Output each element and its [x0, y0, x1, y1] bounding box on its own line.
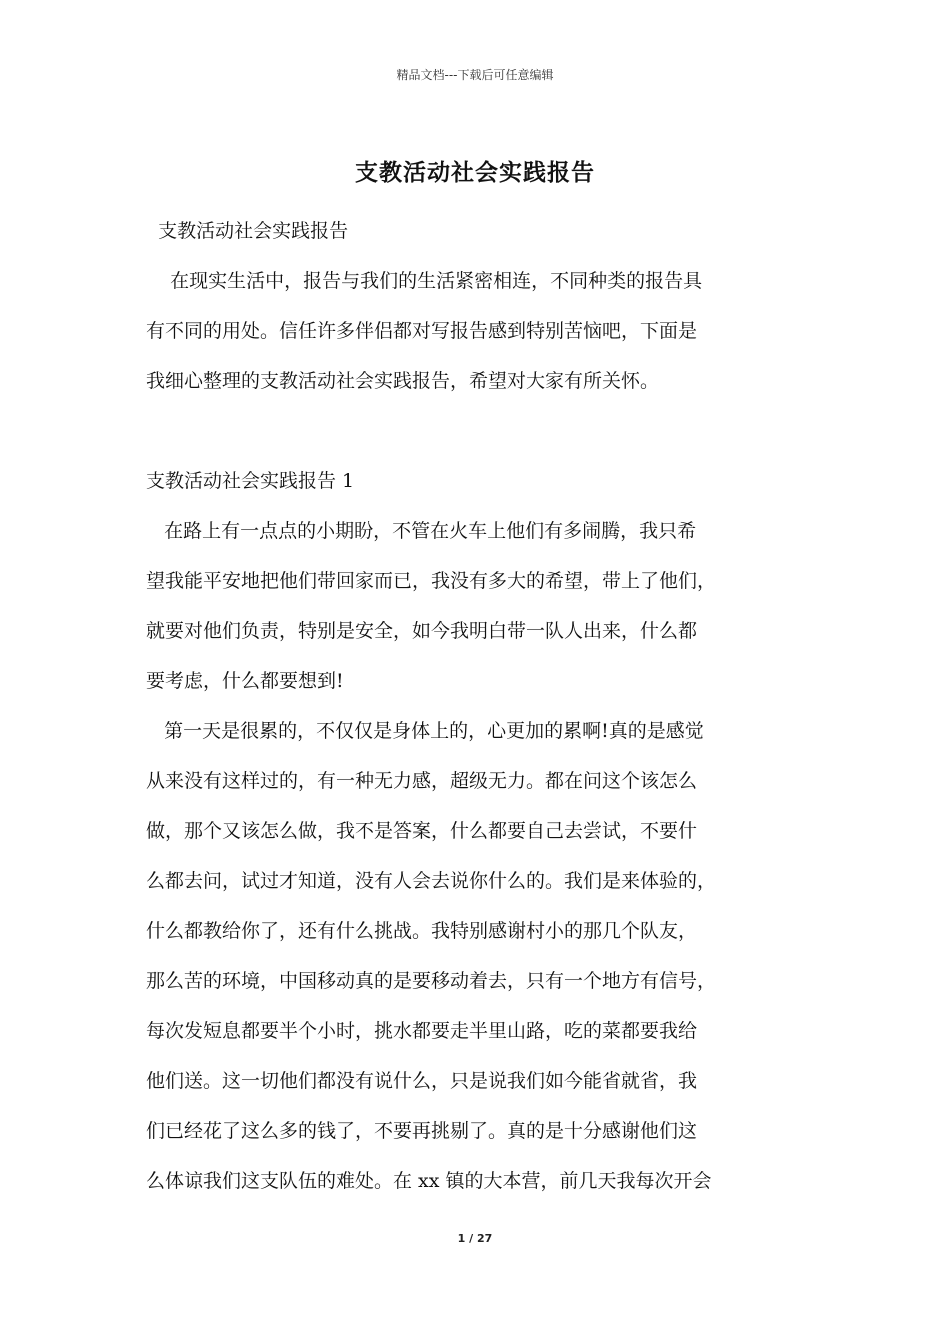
- body-line: 从来没有这样过的，有一种无力感，超级无力。都在问这个该怎么: [146, 770, 698, 792]
- section-heading: 支教活动社会实践报告 1: [146, 470, 355, 492]
- document-title: 支教活动社会实践报告: [355, 160, 595, 186]
- body-line: 在现实生活中，报告与我们的生活紧密相连，不同种类的报告具: [146, 270, 703, 292]
- subtitle-line: 支教活动社会实践报告: [146, 220, 349, 242]
- page-number: 1 / 27: [457, 1232, 493, 1245]
- body-line: 们已经花了这么多的钱了，不要再挑剔了。真的是十分感谢他们这: [146, 1120, 698, 1142]
- body-line: 我细心整理的支教活动社会实践报告，希望对大家有所关怀。: [146, 370, 660, 392]
- paragraph-gap: [146, 406, 814, 456]
- body-line: 每次发短息都要半个小时，挑水都要走半里山路，吃的菜都要我给: [146, 1020, 698, 1042]
- body-line: 要考虑，什么都要想到!: [146, 670, 344, 692]
- body-line: 有不同的用处。信任许多伴侣都对写报告感到特别苦恼吧，下面是: [146, 320, 698, 342]
- body-line: 么体谅我们这支队伍的难处。在 xx 镇的大本营，前几天我每次开会: [146, 1170, 712, 1192]
- body-line: 就要对他们负责，特别是安全，如今我明白带一队人出来，什么都: [146, 620, 698, 642]
- body-line: 望我能平安地把他们带回家而已，我没有多大的希望，带上了他们，: [146, 570, 717, 592]
- body-line: 在路上有一点点的小期盼，不管在火车上他们有多闹腾，我只希: [146, 520, 697, 542]
- body-line: 他们送。这一切他们都没有说什么，只是说我们如今能省就省，我: [146, 1070, 698, 1092]
- body-line: 么都去问，试过才知道，没有人会去说你什么的。我们是来体验的，: [146, 870, 717, 892]
- page-header: 精品文档---下载后可任意编辑: [396, 68, 554, 82]
- body-line: 什么都教给你了，还有什么挑战。我特别感谢村小的那几个队友，: [146, 920, 698, 942]
- document-body: [146, 206, 814, 1206]
- body-line: 做，那个又该怎么做，我不是答案，什么都要自己去尝试，不要什: [146, 820, 698, 842]
- body-line: 那么苦的环境，中国移动真的是要移动着去，只有一个地方有信号，: [146, 970, 717, 992]
- body-line: 第一天是很累的，不仅仅是身体上的，心更加的累啊!真的是感觉: [146, 720, 704, 742]
